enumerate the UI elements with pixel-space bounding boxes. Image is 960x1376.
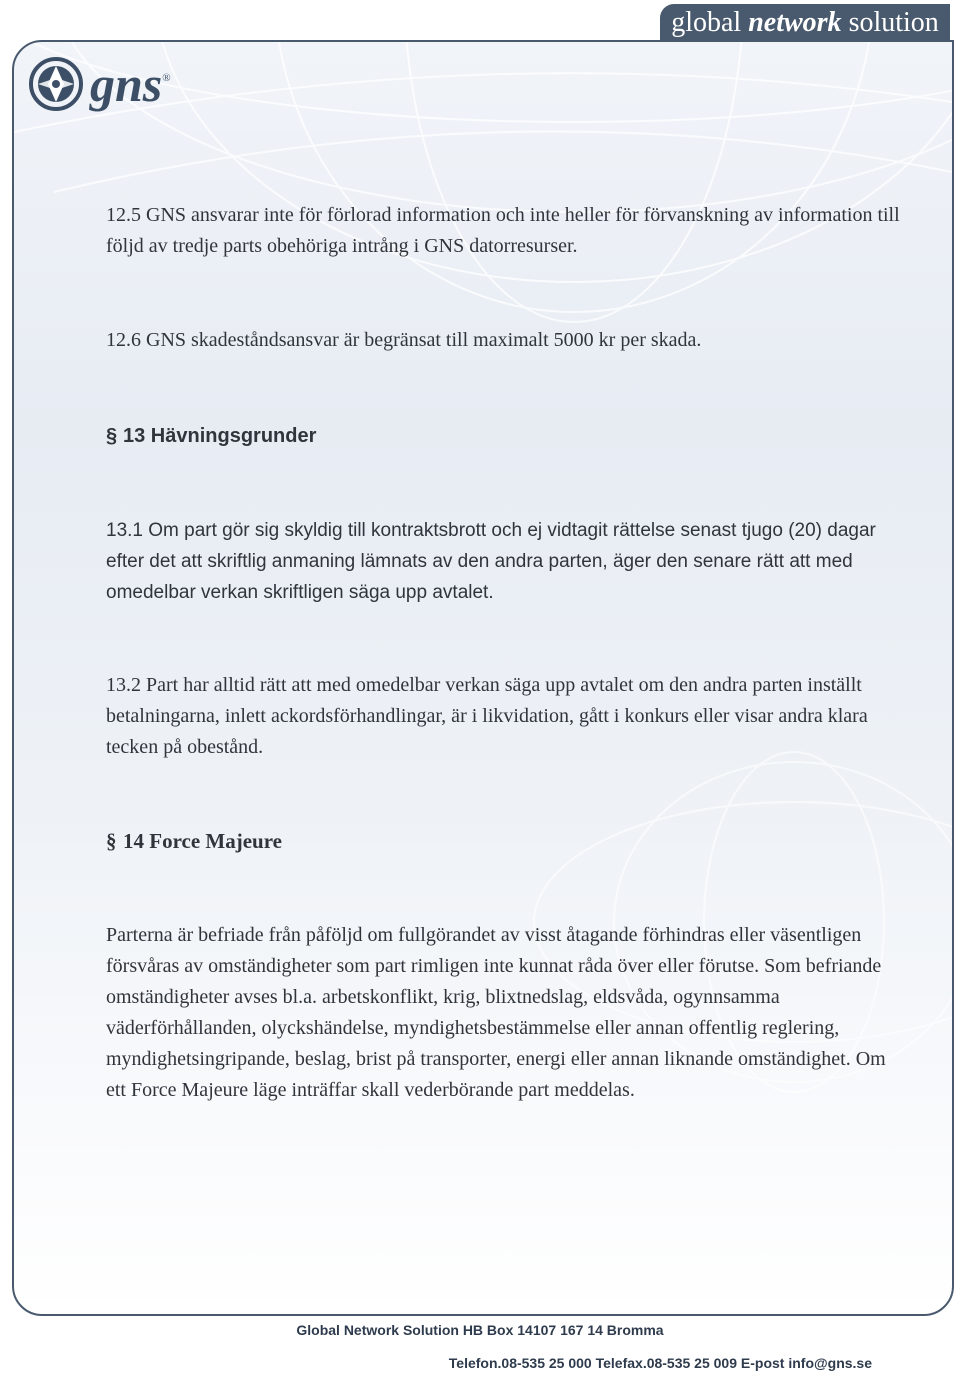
footer-address: Global Network Solution HB Box 14107 167 14 Bromma: [296, 1322, 664, 1338]
section-heading-13-text: 13 Hävningsgrunder: [123, 425, 317, 447]
section-heading-14: [106, 826, 906, 857]
footer-contact: Telefon.08-535 25 000 Telefax.08-535 25 009 E-post info@gns.se: [448, 1355, 872, 1371]
tagline-global: global: [671, 7, 749, 38]
gns-globe-icon: [28, 56, 84, 112]
paragraph-14: Parterna är befriade från påföljd om fullgörandet av visst åtagande förhindras eller väsentligen försvåras av omständigheter som part rimligen inte kunnat råda över eller förutse. Som befriande omständigheter avses bl.a. arbetskonflikt, krig, blixtnedslag, eldsvåda, ogynnsamma väderförhållanden, olyckshändelse, myndighetsbestämmelse eller annan offentlig reglering, myndighetsingripande, beslag, brist på transporter, energi eller annan liknande omständighet. Om ett Force Majeure läge inträffar skall vederbörande part meddelas.: [106, 924, 886, 1101]
logo-registered-mark: ®: [162, 72, 171, 84]
tagline-banner: [660, 4, 950, 42]
section-sign: §: [106, 829, 117, 853]
paragraph-13-1: 13.1 Om part gör sig skyldig till kontraktsbrott och ej vidtagit rättelse senast tjugo (20) dagar efter det att skriftlig anmaning lämnats av den andra parten, äger den senare rätt att med omedelbar verkan skriftligen säga upp avtalet.: [106, 520, 876, 603]
gns-logo: [28, 56, 171, 112]
logo-text: gns: [90, 56, 163, 112]
paragraph-12-6: 12.6 GNS skadeståndsansvar är begränsat till maximalt 5000 kr per skada.: [106, 329, 702, 351]
document-body: [106, 200, 906, 1106]
section-heading-13: [106, 421, 906, 452]
tagline-solution: solution: [841, 7, 939, 38]
section-heading-14-text: 14 Force Majeure: [123, 829, 282, 853]
paragraph-12-5: 12.5 GNS ansvarar inte för förlorad information och inte heller för förvanskning av information till följd av tredje parts obehöriga intrång i GNS datorresurser.: [106, 204, 900, 257]
tagline-network: network: [748, 7, 842, 38]
section-sign: §: [106, 425, 118, 447]
paragraph-13-2: 13.2 Part har alltid rätt att med omedelbar verkan säga upp avtalet om den andra parten inställt betalningarna, inlett ackordsförhandlingar, är i likvidation, gått i konkurs eller visar andra klara tecken på obestånd.: [106, 674, 868, 758]
